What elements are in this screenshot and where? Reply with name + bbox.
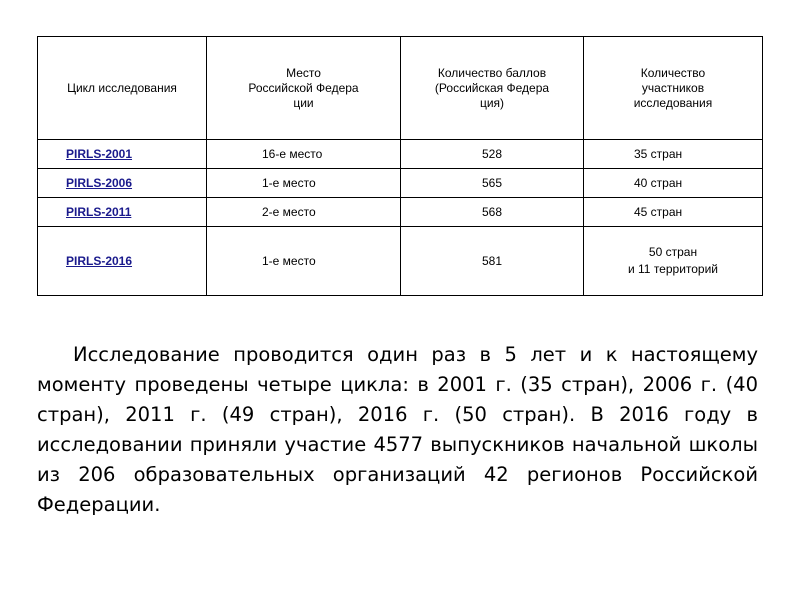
header-cycle: Цикл исследования [38,37,207,140]
cycle-cell [38,227,207,296]
header-score: Количество баллов (Российская Федера ция) [401,37,584,140]
header-place: Место Российской Федера ции [207,37,401,140]
cycle-cell [38,198,207,227]
cycle-cell [38,169,207,198]
participants-cell: 35 стран [584,140,763,169]
table-header-row [38,37,763,140]
header-participants: Количество участников исследования [584,37,763,140]
cycle-cell [38,140,207,169]
pirls-results-table [37,36,763,296]
cycle-link[interactable]: PIRLS-2001 [66,147,133,161]
table-row [38,227,763,296]
table-row [38,198,763,227]
table-row [38,169,763,198]
place-cell: 2-е место [207,198,401,227]
cycle-link[interactable]: PIRLS-2016 [66,254,133,268]
score-cell: 568 [401,198,584,227]
cycle-link[interactable]: PIRLS-2011 [66,205,132,219]
score-cell: 565 [401,169,584,198]
place-cell: 1-е место [207,227,401,296]
participants-cell: 45 стран [584,198,763,227]
participants-cell: 40 стран [584,169,763,198]
participants-cell: 50 стран и 11 территорий [584,227,763,296]
place-cell: 1-е место [207,169,401,198]
score-cell: 581 [401,227,584,296]
score-cell: 528 [401,140,584,169]
place-cell: 16-е место [207,140,401,169]
cycle-link[interactable]: PIRLS-2006 [66,176,133,190]
table-row [38,140,763,169]
description-paragraph: Исследование проводится один раз в 5 лет и к настоящему моменту проведены четыре цикла: в 2001 г. (35 стран), 2006 г. (40 стран), 2011 г. (49 стран), 2016 г. (50 стран). В 2016 году в исследовании приняли участие 4577 выпускников начальной школы из 206 образовательных организаций 42 регионов Российской Федерации. [37,343,758,516]
